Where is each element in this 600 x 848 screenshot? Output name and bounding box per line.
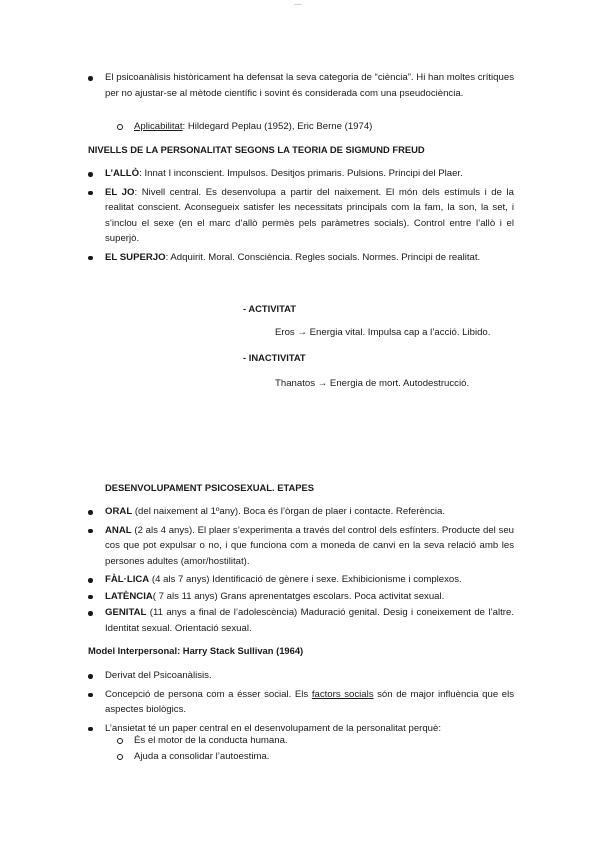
stage-term: ORAL bbox=[105, 506, 133, 517]
development-heading: DESENVOLUPAMENT PSICOSEXUAL. ETAPES bbox=[105, 482, 315, 493]
applicability-text: : Hildegard Peplau (1952), Eric Berne (1974) bbox=[182, 121, 373, 132]
list-item bbox=[105, 250, 514, 266]
list-item bbox=[105, 185, 514, 247]
social-factors-term: factors socials bbox=[311, 688, 374, 700]
bullet-icon bbox=[88, 256, 93, 261]
circle-bullet-icon bbox=[117, 124, 123, 130]
circle-bullet-icon bbox=[117, 754, 123, 760]
bullet-icon bbox=[88, 191, 93, 196]
bullet-icon bbox=[88, 611, 93, 616]
stage-term: ANAL bbox=[105, 524, 132, 536]
stage-description: (11 anys a final de l’adolescència) Maduració genital. Desig i coneixement de l’altre. Identitat sexual. Orientació sexual. bbox=[105, 607, 514, 634]
applicability-line bbox=[134, 119, 372, 135]
bullet-icon bbox=[88, 674, 93, 679]
term: L’ALLÒ bbox=[105, 168, 140, 179]
term: EL SUPERJO bbox=[105, 251, 166, 263]
personality-heading: NIVELLS DE LA PERSONALITAT SEGONS LA TEORIA DE SIGMUND FREUD bbox=[88, 144, 425, 155]
bullet-icon bbox=[88, 76, 93, 81]
personality-list bbox=[105, 166, 514, 265]
bullet-icon bbox=[88, 693, 93, 698]
inactivity-heading: - INACTIVITAT bbox=[243, 352, 306, 363]
bullet-icon bbox=[88, 172, 93, 177]
sub-item-text: És el motor de la conducta humana. bbox=[134, 735, 288, 746]
stage-description: (2 als 4 anys). El plaer s’experimenta a través del control dels esfínters. Producte del seu cos que pot expulsar o no, i que funciona com a moneda de canvi en la seva relació amb les persones adultes (amor/hostilitat). bbox=[105, 524, 514, 567]
sub-item bbox=[134, 733, 288, 749]
stage-term: LATÈNCIA bbox=[105, 590, 153, 602]
inactivity-text: Thanatos → Energia de mort. Autodestrucció. bbox=[275, 378, 470, 389]
bullet-icon bbox=[88, 510, 93, 515]
list-item bbox=[105, 589, 514, 605]
interpersonal-item: L’ansietat té un paper central en el desenvolupament de la personalitat perquè: bbox=[105, 722, 442, 734]
bullet-icon bbox=[88, 529, 93, 534]
list-item bbox=[105, 668, 514, 684]
intro-text: El psicoanàlisis històricament ha defensat la seva categoria de “ciència”. Hi han moltes crítiques per no ajustar-se al mètode científic i sovint és considerada com una pseudociència. bbox=[105, 72, 514, 99]
list-item bbox=[105, 504, 514, 520]
list-item bbox=[105, 605, 514, 636]
sub-item bbox=[134, 749, 269, 765]
stage-term: GENITAL bbox=[105, 607, 147, 618]
bullet-icon bbox=[88, 578, 93, 583]
activity-text: Eros → Energia vital. Impulsa cap a l’acció. Libido. bbox=[275, 327, 491, 338]
term-description: : Adquirit. Moral. Consciència. Regles socials. Normes. Principi de realitat. bbox=[165, 251, 481, 263]
page-top-mark: .... bbox=[294, 0, 302, 7]
activity-heading: - ACTIVITAT bbox=[243, 303, 296, 314]
term-description: : Nivell central. Es desenvolupa a partir del naixement. El món dels estímuls i de la realitat conscient. Aconsegueix satisfer les necessitats principals com la fam, la son, la set, i s’inclou el sexe (en el marc d’allò permès pels paràmetres socials). Control entre l’allò i el superjò. bbox=[105, 186, 514, 244]
interpersonal-item-pre: Concepció de persona com a ésser social. Els bbox=[105, 688, 312, 700]
list-item bbox=[105, 166, 514, 182]
sub-item-text: Ajuda a consolidar l’autoestima. bbox=[134, 751, 270, 762]
stage-description: (del naixement al 1ºany). Boca és l’òrgan de plaer i contacte. Referència. bbox=[132, 506, 445, 517]
list-item bbox=[105, 687, 514, 718]
circle-bullet-icon bbox=[117, 738, 123, 744]
stage-description: (4 als 7 anys) Identificació de gènere i sexe. Exhibicionisme i complexos. bbox=[149, 574, 462, 585]
interpersonal-heading: Model Interpersonal: Harry Stack Sullivan (1964) bbox=[88, 645, 304, 656]
applicability-label: Aplicabilitat bbox=[134, 121, 183, 132]
list-item bbox=[105, 70, 514, 101]
bullet-icon bbox=[88, 727, 93, 732]
list-item bbox=[105, 572, 514, 588]
intro-list bbox=[105, 70, 514, 101]
development-list bbox=[105, 504, 514, 636]
interpersonal-list bbox=[105, 668, 514, 736]
stage-description: ( 7 als 11 anys) Grans aprenentatges escolars. Poca activitat sexual. bbox=[152, 590, 445, 602]
interpersonal-item-post: són de major influència que els aspectes biològics. bbox=[105, 688, 515, 715]
stage-term: FÀL·LICA bbox=[105, 574, 150, 585]
list-item bbox=[105, 523, 514, 570]
term: EL JO bbox=[105, 186, 135, 198]
bullet-icon bbox=[88, 595, 93, 600]
interpersonal-item: Derivat del Psicoanàlisis. bbox=[105, 670, 212, 681]
term-description: : Innat I inconscient. Impulsos. Desitjos primaris. Pulsions. Principi del Plaer. bbox=[139, 168, 463, 179]
